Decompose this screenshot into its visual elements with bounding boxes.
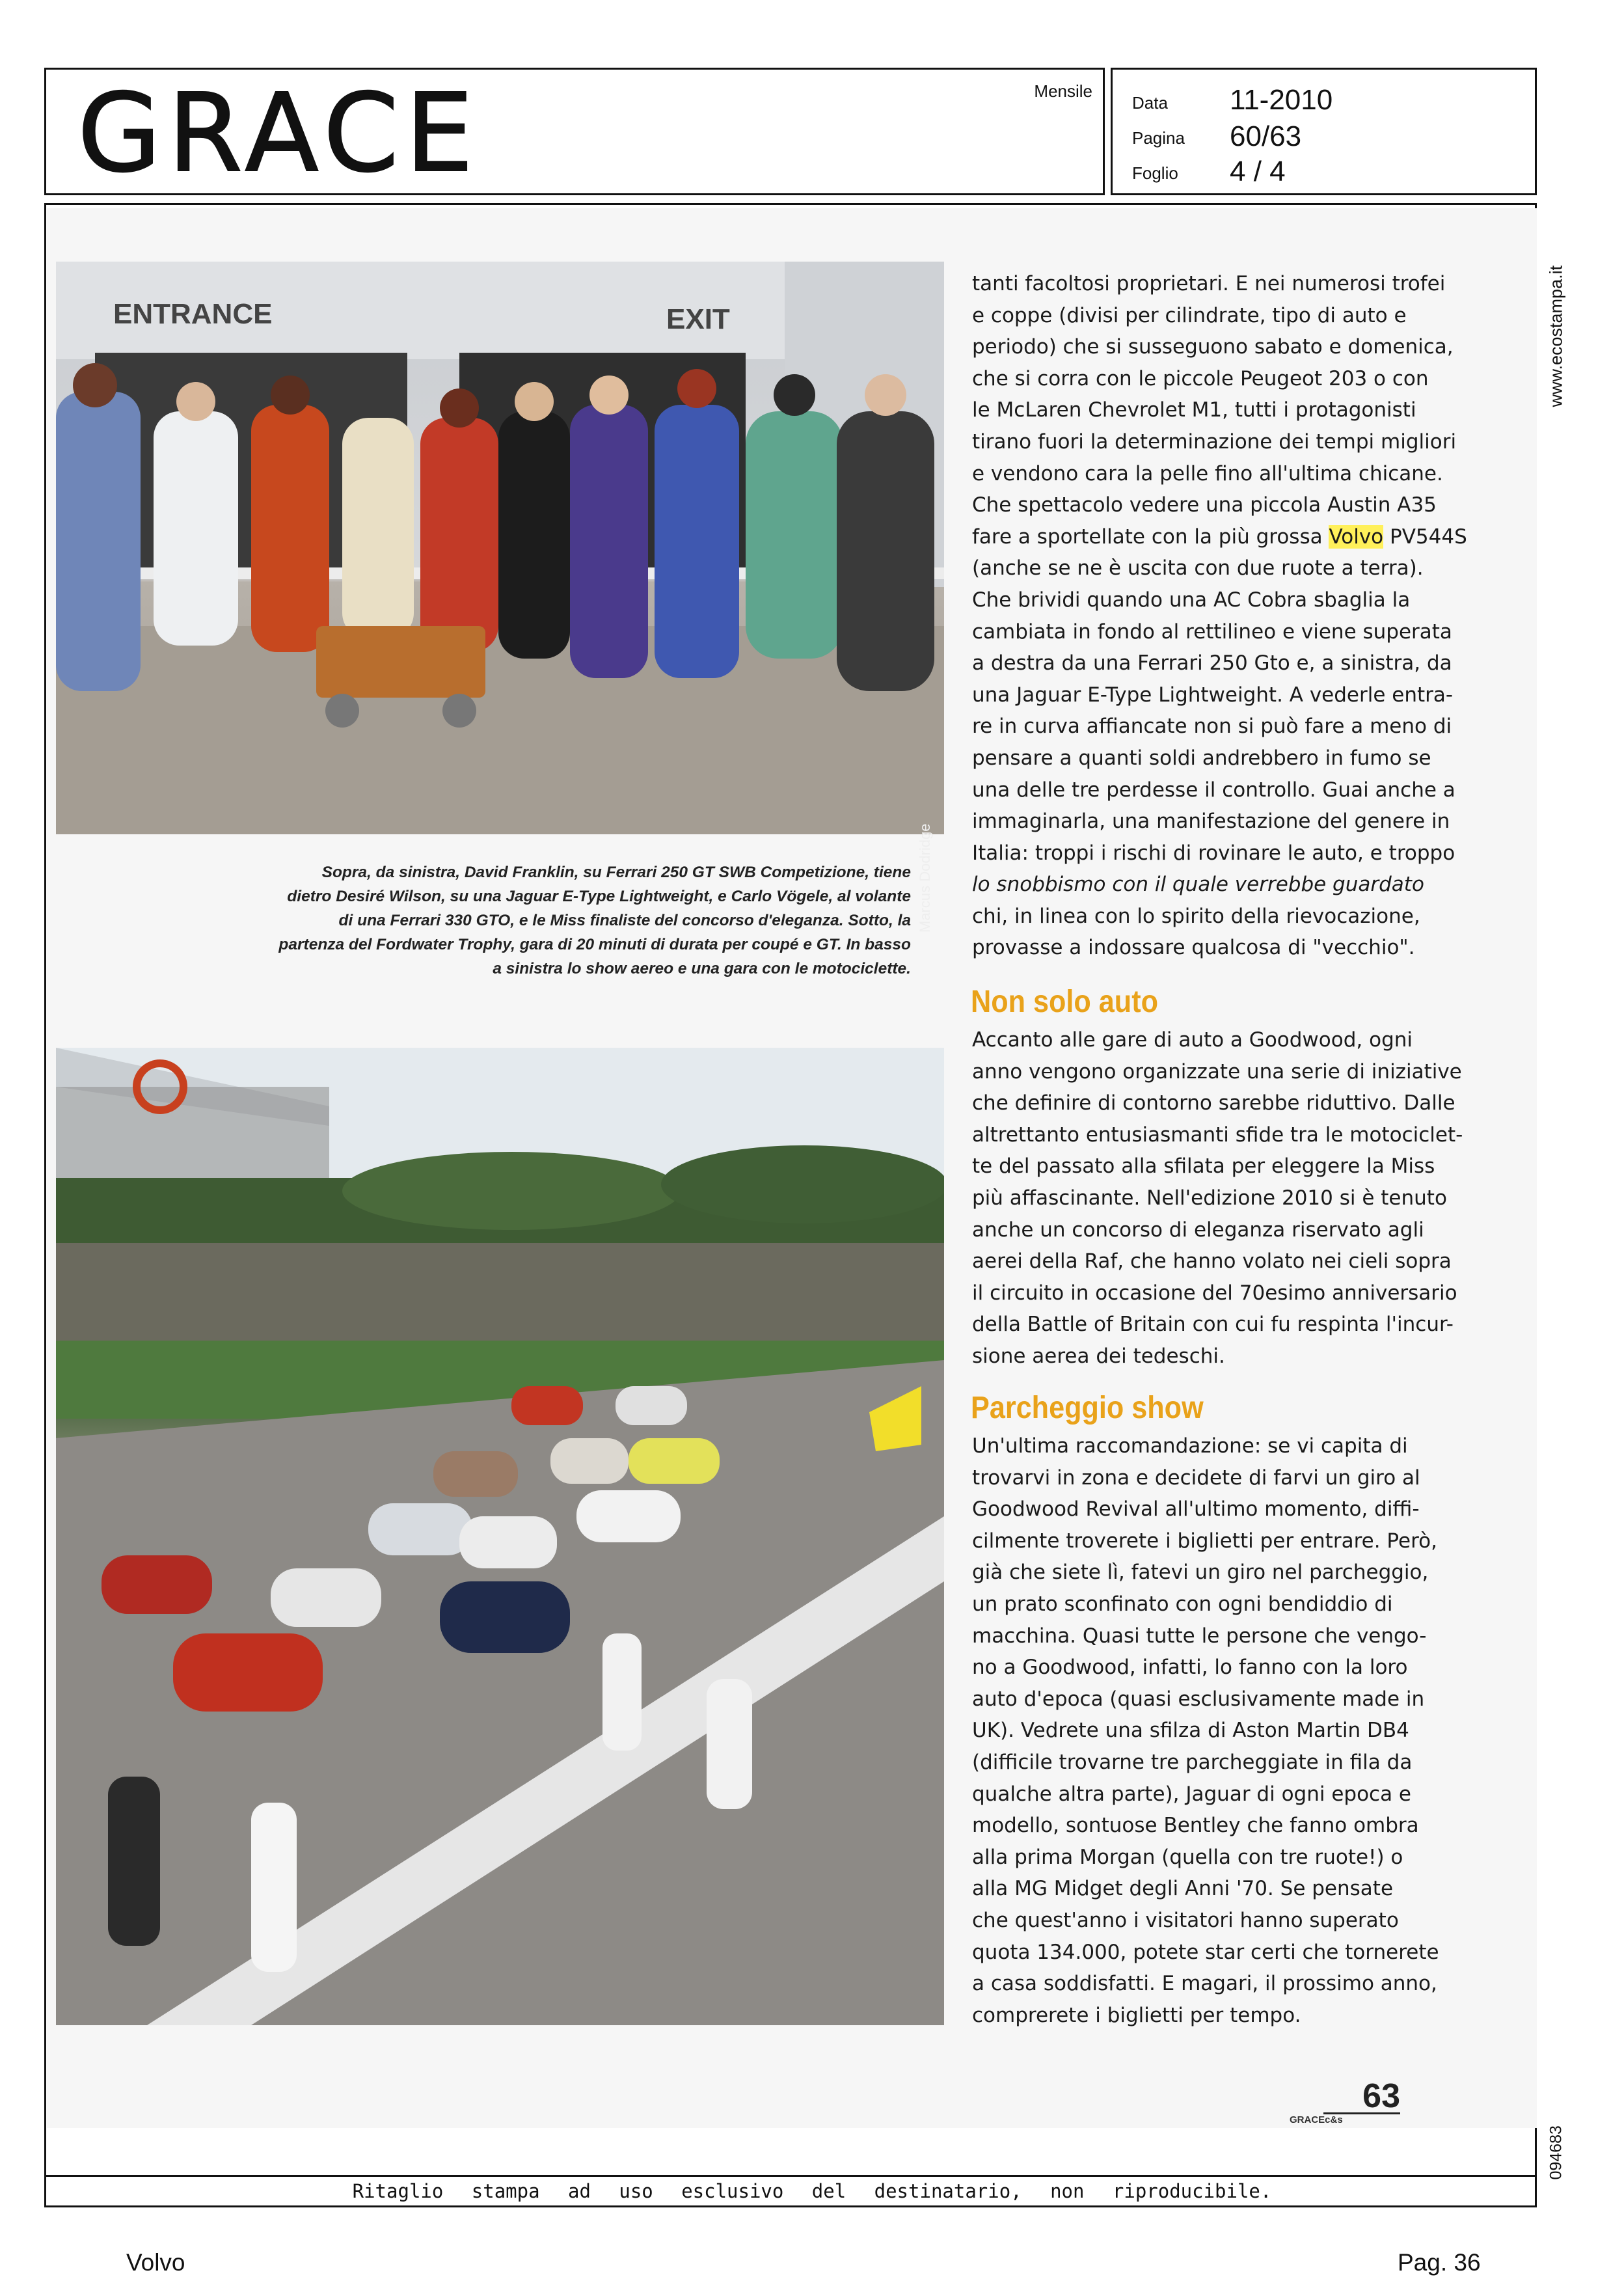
article-line: lo snobbismo con il quale verrebbe guardato <box>972 873 1424 897</box>
article-line: tanti facoltosi proprietari. E nei numerosi trofei <box>972 272 1446 295</box>
article-line: della Battle of Britain con cui fu respinta l'incur- <box>972 1313 1454 1337</box>
article-line: le McLaren Chevrolet M1, tutti i protagonisti <box>972 398 1416 422</box>
article-line: cilmente troverete i biglietti per entrare. Però, <box>972 1529 1437 1553</box>
article-line: più affascinante. Nell'edizione 2010 si è tenuto <box>972 1186 1447 1210</box>
frequency-label: Mensile <box>1034 81 1092 101</box>
article-line: che si corra con le piccole Peugeot 203 o con <box>972 366 1429 390</box>
article-line: Goodwood Revival all'ultimo momento, diffi- <box>972 1497 1420 1522</box>
article-line: che definire di contorno sarebbe riduttivo. Dalle <box>972 1091 1455 1115</box>
meta-pagina-label: Pagina <box>1132 128 1185 148</box>
article-line: tirano fuori la determinazione dei tempi migliori <box>972 430 1457 454</box>
folio-page-number: 63 <box>1323 2080 1400 2114</box>
meta-foglio-value: 4 / 4 <box>1230 156 1286 187</box>
article-line: auto d'epoca (quasi esclusivamente made in <box>972 1687 1425 1711</box>
article-paragraph-2 <box>972 1024 1493 1372</box>
article-line: no a Goodwood, infatti, lo fanno con la loro <box>972 1656 1408 1680</box>
side-code-text: 094683 <box>1547 2125 1565 2180</box>
volvo-line-pre: fare a sportellate con la più grossa <box>972 525 1329 549</box>
side-url <box>1543 260 1569 410</box>
article-line: che quest'anno i visitatori hanno superato <box>972 1908 1399 1932</box>
article-line: Un'ultima raccomandazione: se vi capita di <box>972 1434 1408 1458</box>
article-line: immaginarla, una manifestazione del genere in <box>972 810 1450 834</box>
article-line: una delle tre perdesse il controllo. Guai anche a <box>972 778 1455 802</box>
folio-brand: GRACEc&s <box>1290 2114 1343 2125</box>
article-line: già che siete lì, fatevi un giro nel parcheggio, <box>972 1561 1429 1585</box>
document-footer-label: Volvo <box>126 2249 185 2276</box>
article-line: macchina. Quasi tutte le persone che vengo- <box>972 1624 1427 1648</box>
article-line: pensare a quanti soldi andrebbero in fumo se <box>972 746 1431 770</box>
article-line: UK). Vedrete una sfilza di Aston Martin DB4 <box>972 1719 1409 1743</box>
article-line: quota 134.000, potete star certi che tornerete <box>972 1940 1439 1964</box>
side-code <box>1543 2108 1569 2180</box>
meta-pagina-value: 60/63 <box>1230 120 1302 152</box>
photo-credit-text: Marcus Dodridge <box>917 823 933 933</box>
article-line: provasse a indossare qualcosa di "vecchio". <box>972 936 1415 960</box>
caption-line: di una Ferrari 330 GTO, e le Miss finaliste del concorso d'eleganza. Sotto, la <box>338 912 911 929</box>
article-line: una Jaguar E-Type Lightweight. A vederle entra- <box>972 683 1454 707</box>
article-line: altrettanto entusiasmanti sfide tra le motociclet- <box>972 1123 1463 1147</box>
volvo-keyword-highlight: Volvo <box>1329 525 1384 549</box>
article-paragraph-1 <box>972 268 1493 964</box>
masthead-title: GRACE <box>77 71 480 197</box>
article-line: alla MG Midget degli Anni '70. Se pensate <box>972 1877 1394 1901</box>
article-line: anche un concorso di eleganza riservato agli <box>972 1218 1424 1242</box>
page-folio <box>1251 2077 1400 2125</box>
document-page-number: Pag. 36 <box>1398 2249 1481 2276</box>
article-line: un prato sconfinato con ogni bendiddio di <box>972 1592 1393 1616</box>
article-line: re in curva affiancate non si può fare a meno di <box>972 715 1452 739</box>
footer-divider <box>46 2175 1535 2177</box>
article-line: Che spettacolo vedere una piccola Austin A35 <box>972 493 1437 517</box>
article-line: sione aerea dei tedeschi. <box>972 1344 1225 1368</box>
sign-exit: EXIT <box>666 303 730 335</box>
article-line: te del passato alla sfilata per eleggere la Miss <box>972 1154 1435 1179</box>
article-line: e vendono cara la pelle fino all'ultima chicane. <box>972 461 1443 485</box>
photo-race-start <box>56 1048 944 2025</box>
article-line: (anche se ne è uscita con due ruote a terra). <box>972 556 1424 580</box>
article-line: aerei della Raf, che hanno volato nei cieli sopra <box>972 1249 1452 1274</box>
sign-entrance: ENTRANCE <box>113 298 273 330</box>
article-line-volvo <box>972 521 1493 553</box>
article-line: anno vengono organizzate una serie di iniziative <box>972 1059 1462 1084</box>
article-line: modello, sontuose Bentley che fanno ombra <box>972 1814 1419 1838</box>
photo-caption <box>130 860 911 981</box>
article-line: a destra da una Ferrari 250 Gto e, a sinistra, da <box>972 651 1452 676</box>
caption-line: partenza del Fordwater Trophy, gara di 20 minuti di durata per coupé e GT. In basso <box>278 936 911 953</box>
article-line: alla prima Morgan (quella con tre ruote!) o <box>972 1845 1403 1869</box>
article-line: cambiata in fondo al rettilineo e viene superata <box>972 620 1452 644</box>
photo-credit <box>912 794 938 937</box>
article-line: Che brividi quando una AC Cobra sbaglia la <box>972 588 1411 612</box>
article-paragraph-3 <box>972 1430 1493 2031</box>
article-line: il circuito in occasione del 70esimo anniversario <box>972 1281 1457 1305</box>
article-line: comprerete i biglietti per tempo. <box>972 2003 1301 2027</box>
volvo-line-post: PV544S <box>1383 525 1467 549</box>
header-masthead-box <box>44 68 1105 195</box>
caption-line: a sinistra lo show aereo e una gara con le motociclette. <box>493 960 911 977</box>
article-line: trovarvi in zona e decidete di farvi un giro al <box>972 1466 1420 1490</box>
caption-line: dietro Desiré Wilson, su una Jaguar E-Type Lightweight, e Carlo Vögele, al volante <box>287 888 911 905</box>
article-line: Accanto alle gare di auto a Goodwood, ogni <box>972 1028 1413 1052</box>
caption-line: Sopra, da sinistra, David Franklin, su Ferrari 250 GT SWB Competizione, tiene <box>321 864 911 881</box>
heading-non-solo-auto: Non solo auto <box>971 985 1158 1019</box>
photo-race-illustration <box>56 1048 944 2025</box>
article-line: (difficile trovarne tre parcheggiate in fila da <box>972 1750 1413 1774</box>
meta-data-label: Data <box>1132 93 1168 113</box>
article-line: periodo) che si susseguono sabato e domenica, <box>972 335 1454 359</box>
header-meta-box <box>1111 68 1537 195</box>
photo-women-entrance <box>56 262 944 834</box>
footer-disclaimer: Ritaglio stampa ad uso esclusivo del destinatario, non riproducibile. <box>352 2180 1272 2202</box>
article-line: e coppe (divisi per cilindrate, tipo di auto e <box>972 303 1407 327</box>
photo-women-illustration <box>56 262 944 834</box>
side-url-text: www.ecostampa.it <box>1546 265 1566 407</box>
article-line: qualche altra parte), Jaguar di ogni epoca e <box>972 1782 1412 1806</box>
article-line: chi, in linea con lo spirito della rievocazione, <box>972 904 1420 928</box>
article-line: Italia: troppi i rischi di rovinare le auto, e troppo <box>972 841 1455 865</box>
meta-foglio-label: Foglio <box>1132 163 1178 183</box>
heading-parcheggio-show: Parcheggio show <box>971 1391 1204 1425</box>
meta-data-value: 11-2010 <box>1230 84 1333 116</box>
article-line: a casa soddisfatti. E magari, il prossimo anno, <box>972 1972 1437 1996</box>
